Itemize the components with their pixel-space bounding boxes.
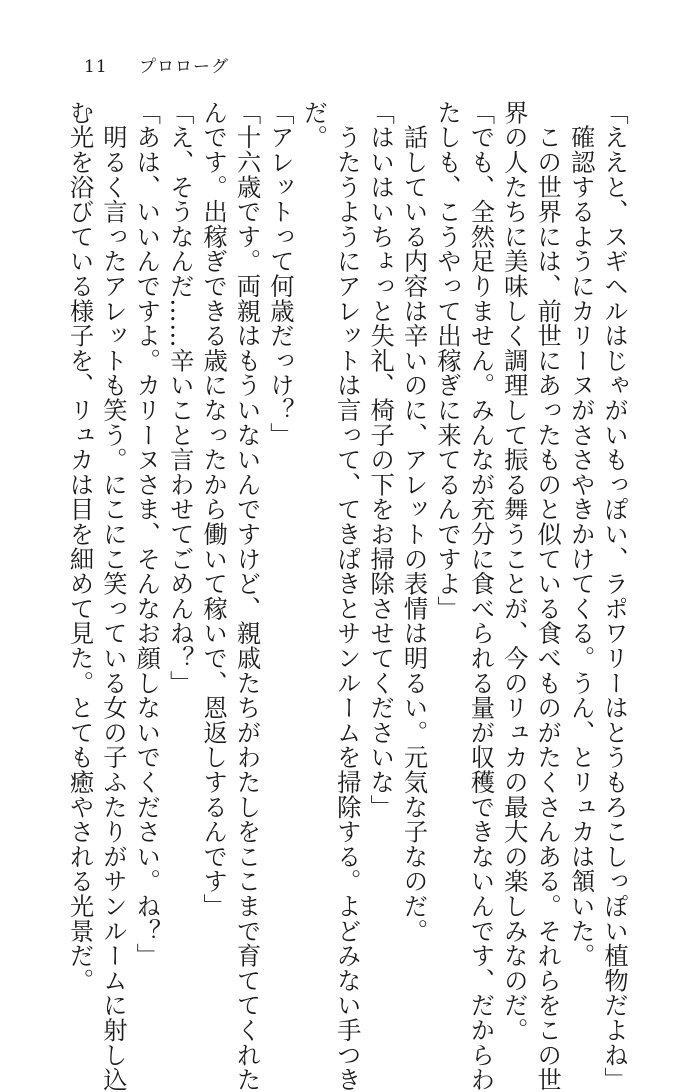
text-line: 話している内容は辛いのに、アレットの表情は明るい。元気な子なのだ。: [399, 100, 429, 944]
text-line: 「あは、いいんですよ。カリーヌさま、そんなお顔しないでください。ね？」: [132, 100, 162, 968]
text-line: 「はいはいちょっと失礼、椅子の下をお掃除させてくださいな」: [366, 100, 396, 820]
text-line: うたうようにアレットは言って、てきぱきとサンルームを掃除する。よどみない手つき: [332, 100, 362, 1092]
text-line: 「十六歳です。両親はもういないんですけど、親戚たちがわたしをここまで育ててくれた: [232, 100, 262, 1092]
text-line: 明るく言ったアレットも笑う。にこにこ笑っている女の子ふたりがサンルームに射し込: [98, 100, 128, 1092]
text-line: 「ええと、スギヘルはじゃがいもっぽい、ラポワリーはとうもろこしっぽい植物だよね」: [600, 100, 629, 1092]
vertical-body-text: [63, 100, 631, 1092]
text-line: この世界には、前世にあったものと似ている食べものがたくさんある。それらをこの世: [533, 100, 563, 1092]
text-line: 確認するようにカリーヌがささやきかけてくる。うん、とリュカは頷いた。: [566, 100, 596, 968]
text-line: んです。出稼ぎできる歳になったから働いて稼いで、恩返しするんです」: [199, 100, 229, 919]
text-line: 「え、そうなんだ……辛いこと言わせてごめんね？」: [165, 100, 195, 696]
text-line: たしも、こうやって出稼ぎに来てるんですよ」: [432, 100, 462, 621]
page-number: 11: [84, 57, 108, 77]
text-line: 「アレットって何歳だっけ？」: [265, 100, 295, 448]
chapter-title: プロローグ: [139, 57, 230, 77]
text-line: だ。: [299, 100, 329, 150]
text-line: む光を浴びている様子を、リュカは目を細めて見た。とても癒やされる光景だ。: [65, 100, 95, 993]
running-header: [84, 56, 229, 78]
text-line: 界の人たちに美味しく調理して振る舞うことが、今のリュカの最大の楽しみなのだ。: [499, 100, 529, 1043]
text-line: 「でも、全然足りません。みんなが充分に食べられる量が収穫できないんです、だからわ: [466, 100, 496, 1092]
